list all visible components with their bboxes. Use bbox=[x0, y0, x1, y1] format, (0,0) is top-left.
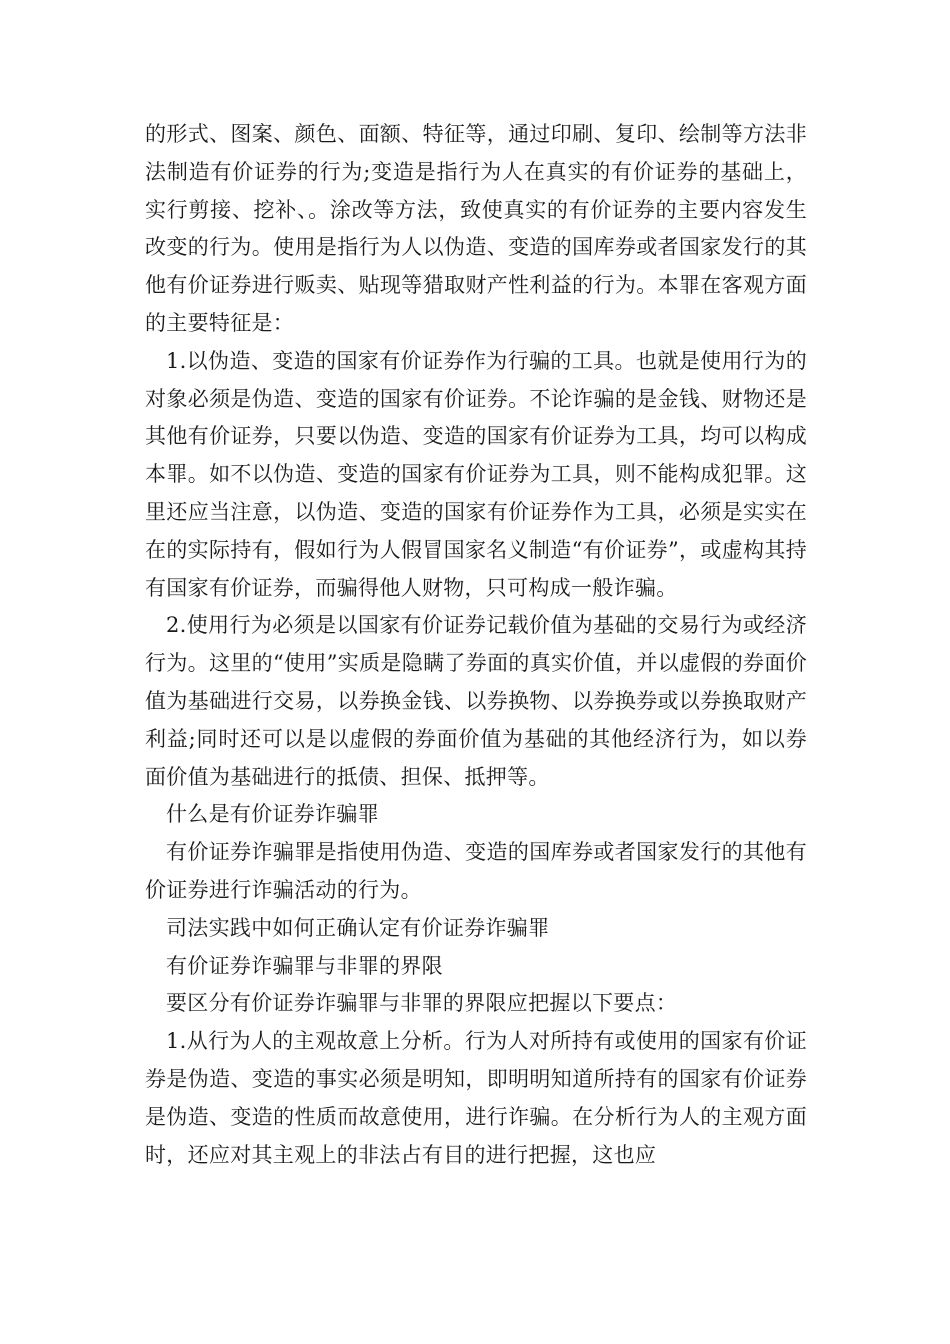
paragraph-point-1: 1.以伪造、变造的国家有价证券作为行骗的工具。也就是使用行为的对象必须是伪造、变造的国家有价证券。不论诈骗的是金钱、财物还是其他有价证券，只要以伪造、变造的国家有价证券为工具，均可以构成本罪。如不以伪造、变造的国家有价证券为工具，则不能构成犯罪。这里还应当注意，以伪造、变造的国家有价证券作为工具，必须是实实在在的实际持有，假如行为人假冒国家名义制造“有价证券”，或虚构其持有国家有价证券，而骗得他人财物，只可构成一般诈骗。 bbox=[145, 348, 807, 600]
paragraph-subjective-intent: 1.从行为人的主观故意上分析。行为人对所持有或使用的国家有价证券是伪造、变造的事实必须是明知，即明明知道所持有的国家有价证券是伪造、变造的性质而故意使用，进行诈骗。在分析行为人的主观方面时，还应对其主观上的非法占有目的进行把握，这也应 bbox=[145, 1029, 807, 1167]
heading-judicial-practice: 司法实践中如何正确认定有价证券诈骗罪 bbox=[166, 915, 550, 940]
heading-crime-boundary: 有价证券诈骗罪与非罪的界限 bbox=[166, 953, 443, 978]
paragraph-continuation: 的形式、图案、颜色、面额、特征等，通过印刷、复印、绘制等方法非法制造有价证券的行为;变造是指行为人在真实的有价证券的基础上，实行剪接、挖补、。涂改等方法，致使真实的有价证券的主要内容发生改变的行为。使用是指行为人以伪造、变造的国库券或者国家发行的其他有价证券进行贩卖、贴现等猎取财产性利益的行为。本罪在客观方面的主要特征是： bbox=[145, 122, 807, 335]
heading-what-is-crime: 什么是有价证券诈骗罪 bbox=[166, 802, 379, 827]
document-body bbox=[145, 116, 807, 1174]
paragraph-definition: 有价证券诈骗罪是指使用伪造、变造的国库券或者国家发行的其他有价证券进行诈骗活动的行为。 bbox=[145, 840, 807, 902]
paragraph-key-points-intro: 要区分有价证券诈骗罪与非罪的界限应把握以下要点： bbox=[166, 991, 678, 1016]
paragraph-point-2: 2.使用行为必须是以国家有价证券记载价值为基础的交易行为或经济行为。这里的“使用”实质是隐瞒了券面的真实价值，并以虚假的券面价值为基础进行交易，以券换金钱、以券换物、以券换券或以券换取财产利益;同时还可以是以虚假的券面价值为基础的其他经济行为，如以券面价值为基础进行的抵债、担保、抵押等。 bbox=[145, 613, 807, 789]
